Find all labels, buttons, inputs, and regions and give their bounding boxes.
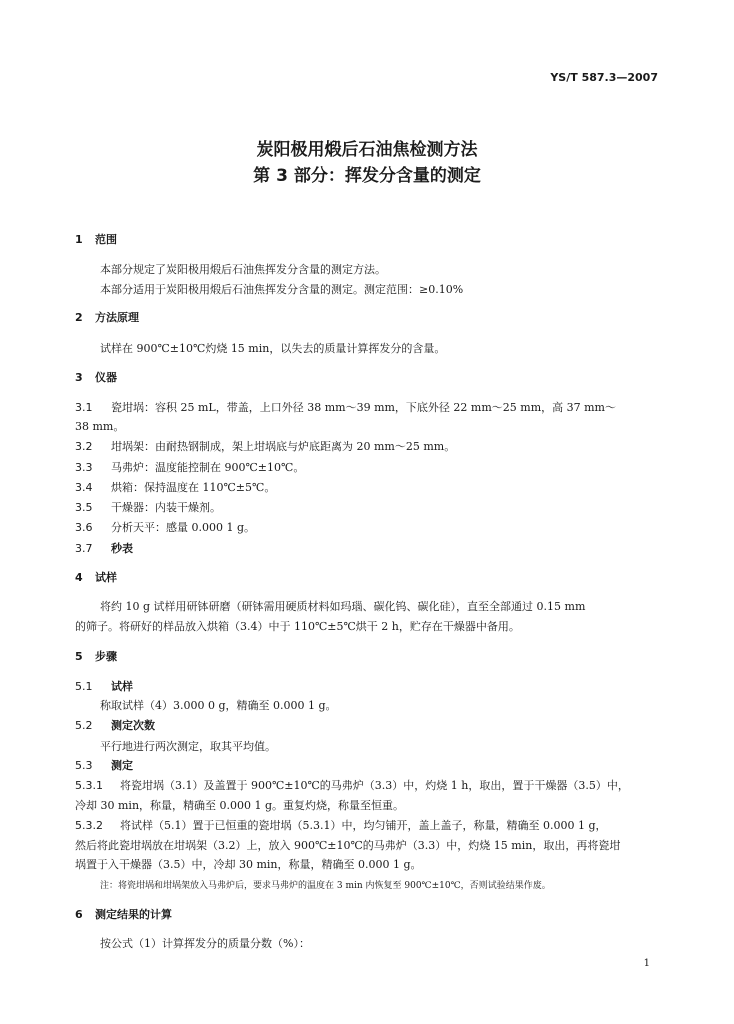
paragraph: 按公式（1）计算挥发分的质量分数（%）：	[100, 937, 310, 950]
subsection-heading	[75, 757, 133, 773]
paragraph: 本部分适用于炭阳极用煅后石油焦挥发分含量的测定。测定范围：≥0.10%	[100, 283, 464, 296]
section-4-heading	[75, 569, 117, 585]
note: 注：将瓷坩埚和坩埚架放入马弗炉后，要求马弗炉的温度在 3 min 内恢复至 900℃±10℃，否则试验结果作废。	[100, 881, 551, 891]
clause-number: 5.3.2	[75, 819, 103, 832]
section-1-heading	[75, 231, 117, 247]
subsection-number: 5.3	[75, 759, 93, 772]
page-number: 1	[643, 958, 650, 969]
item-text: 分析天平：感量 0.000 1 g。	[111, 521, 256, 534]
clause-text: 将瓷坩埚（3.1）及盖置于 900℃±10℃的马弗炉（3.3）中，灼烧 1 h，取出，置于干燥器（3.5）中，	[120, 779, 629, 792]
list-item	[75, 438, 455, 454]
section-title: 仪器	[95, 371, 117, 384]
item-number: 3.2	[75, 440, 93, 453]
clause-continuation: 冷却 30 min，称量，精确至 0.000 1 g。重复灼烧，称量至恒重。	[75, 799, 405, 812]
subsection-title: 测定	[111, 759, 133, 772]
item-number: 3.7	[75, 542, 93, 555]
item-text: 马弗炉：温度能控制在 900℃±10℃。	[111, 461, 305, 474]
document-subtitle: 第 3 部分：挥发分含量的测定	[253, 166, 481, 186]
list-item-continuation: 38 mm。	[75, 420, 125, 433]
section-number: 1	[75, 233, 83, 246]
section-number: 5	[75, 650, 83, 663]
item-number: 3.4	[75, 481, 93, 494]
subsection-heading	[75, 678, 133, 694]
section-6-heading	[75, 906, 172, 922]
paragraph-continuation: 的筛子。将研好的样品放入烘箱（3.4）中于 110℃±5℃烘干 2 h，贮存在干燥器中备用。	[75, 620, 520, 633]
item-text: 干燥器：内装干燥剂。	[111, 501, 221, 514]
item-text: 瓷坩埚：容积 25 mL，带盖，上口外径 38 mm～39 mm，下底外径 22 mm～25 mm，高 37 mm～	[111, 401, 616, 414]
section-number: 3	[75, 371, 83, 384]
paragraph: 称取试样（4）3.000 0 g，精确至 0.000 1 g。	[100, 699, 337, 712]
clause-text: 将试样（5.1）置于已恒重的瓷坩埚（5.3.1）中，均匀铺开，盖上盖子，称量，精确至 0.000 1 g，	[120, 819, 607, 832]
section-3-heading	[75, 369, 117, 385]
section-number: 4	[75, 571, 83, 584]
paragraph: 试样在 900℃±10℃灼烧 15 min，以失去的质量计算挥发分的含量。	[100, 342, 446, 355]
subsection-title: 测定次数	[111, 719, 155, 732]
section-5-heading	[75, 648, 117, 664]
paragraph: 本部分规定了炭阳极用煅后石油焦挥发分含量的测定方法。	[100, 263, 386, 276]
list-item	[75, 399, 616, 415]
item-text: 秒表	[111, 542, 133, 555]
section-number: 6	[75, 908, 83, 921]
clause-continuation: 埚置于入干燥器（3.5）中，冷却 30 min，称量，精确至 0.000 1 g。	[75, 858, 422, 871]
item-number: 3.3	[75, 461, 93, 474]
section-title: 试样	[95, 571, 117, 584]
list-item	[75, 479, 275, 495]
subsection-title: 试样	[111, 680, 133, 693]
item-text: 坩埚架：由耐热钢制成，架上坩埚底与炉底距离为 20 mm～25 mm。	[111, 440, 456, 453]
list-item	[75, 540, 133, 556]
list-item	[75, 499, 221, 515]
list-item	[75, 459, 304, 475]
item-number: 3.1	[75, 401, 93, 414]
section-title: 范围	[95, 233, 117, 246]
section-title: 步骤	[95, 650, 117, 663]
standard-number: YS/T 587.3—2007	[550, 71, 658, 84]
item-number: 3.6	[75, 521, 93, 534]
document-title: 炭阳极用煅后石油焦检测方法	[256, 140, 478, 160]
list-item	[75, 519, 255, 535]
subsection-number: 5.2	[75, 719, 93, 732]
clause-continuation: 然后将此瓷坩埚放在坩埚架（3.2）上，放入 900℃±10℃的马弗炉（3.3）中，灼烧 15 min，取出，再将瓷坩	[75, 839, 621, 852]
paragraph: 将约 10 g 试样用研钵研磨（研钵需用硬质材料如玛瑙、碳化钨、碳化硅），直至全部通过 0.15 mm	[100, 600, 586, 613]
clause	[75, 817, 607, 833]
item-text: 烘箱：保持温度在 110℃±5℃。	[111, 481, 276, 494]
subsection-number: 5.1	[75, 680, 93, 693]
section-title: 测定结果的计算	[95, 908, 172, 921]
item-number: 3.5	[75, 501, 93, 514]
paragraph: 平行地进行两次测定，取其平均值。	[100, 740, 276, 753]
section-title: 方法原理	[95, 311, 139, 324]
clause-number: 5.3.1	[75, 779, 103, 792]
subsection-heading	[75, 717, 155, 733]
section-2-heading	[75, 309, 139, 325]
clause	[75, 777, 629, 793]
section-number: 2	[75, 311, 83, 324]
